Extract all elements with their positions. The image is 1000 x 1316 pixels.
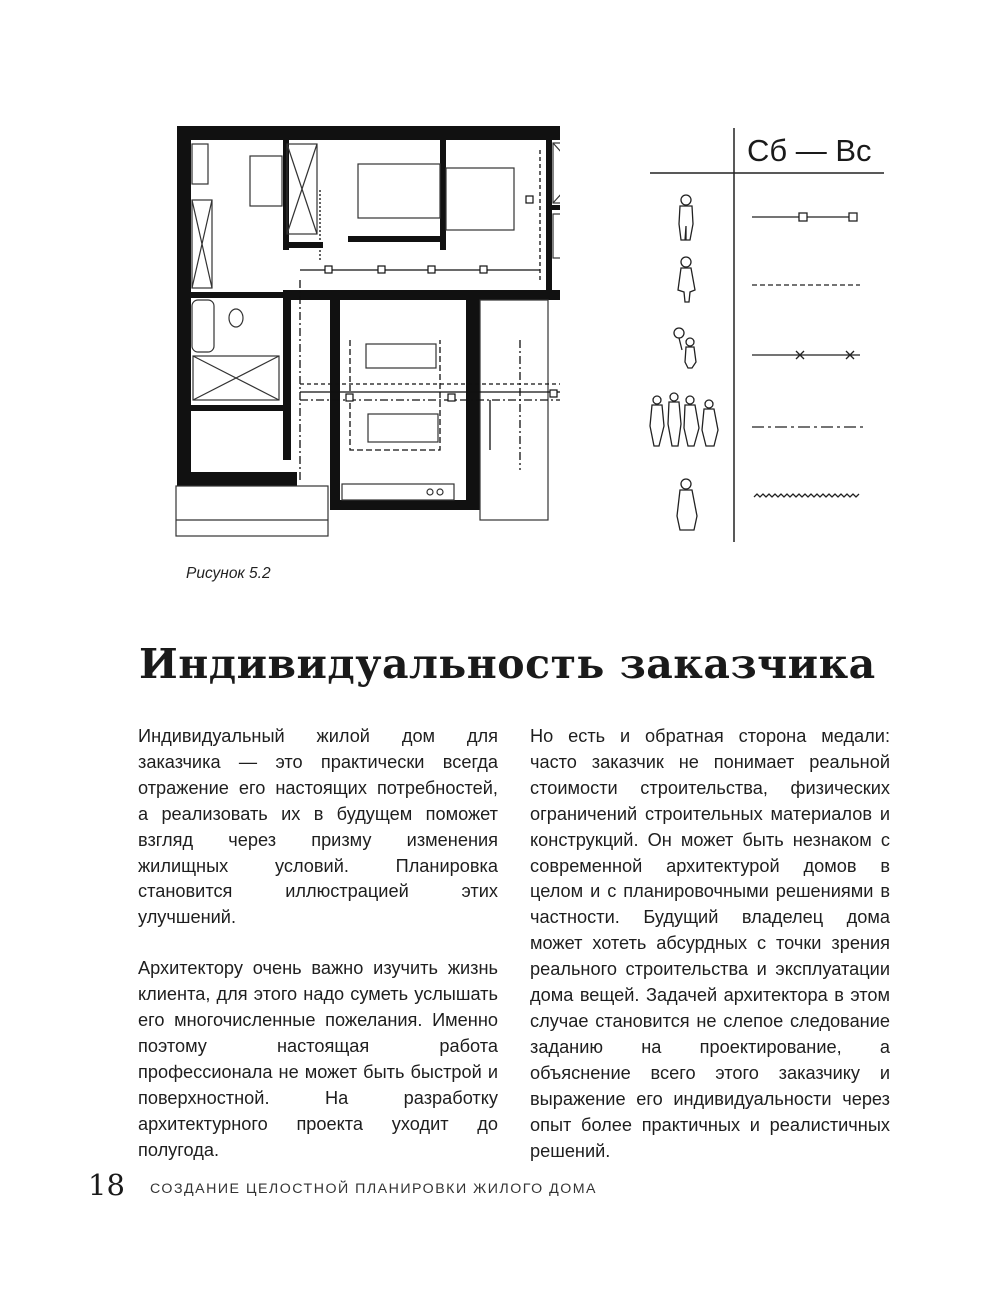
toilet [229, 309, 243, 327]
bed [358, 164, 440, 218]
wall [191, 292, 283, 298]
line-sample-zigzag [754, 494, 859, 497]
wall [330, 290, 480, 300]
sofa [250, 156, 282, 206]
path-line [350, 340, 440, 450]
desk [192, 144, 208, 184]
person-icon [679, 195, 693, 240]
wall [177, 126, 560, 140]
wall [330, 500, 480, 510]
sofa [366, 344, 436, 368]
woman-icon [678, 257, 695, 302]
paragraph: Архитектору очень важно изучить жизнь клиента, для этого надо суметь услышать его многочисленные пожелания. Именно поэтому настоящая работа профессионала не может быть быстрой и поверхностной. На разработку архитектурного проекта уходит до полугода. [138, 958, 498, 1160]
wall [283, 290, 291, 460]
wall [546, 205, 560, 210]
wall [546, 140, 552, 290]
wall [177, 472, 297, 486]
wall [348, 236, 446, 242]
wall [177, 126, 191, 486]
paragraph: Но есть и обратная сторона медали: часто заказчик не понимает реальной стоимости строительства, физических ограничений строительных материалов и конструкций. Он может быть незнаком с современной архитектурой домов в целом и с планировочными решениями в частности. Будущий владелец дома может хотеть абсурдных с точки зрения реального строительства и эксплуатации дома вещей. Задачей архитектора в этом случае становится не слепое следование заданию на проектирование, а объяснение всего этого заказчику и выражение его индивидуальности через опыт более практичных и реалистичных решений. [530, 726, 890, 1161]
wall [283, 242, 323, 248]
figure-caption: Рисунок 5.2 [186, 565, 271, 582]
running-title: СОЗДАНИЕ ЦЕЛОСТНОЙ ПЛАНИРОВКИ ЖИЛОГО ДОМА [150, 1181, 598, 1197]
left-column [138, 724, 498, 1189]
paragraph: Индивидуальный жилой дом для заказчика — это практически всегда отражение его настоящих потребностей, а реализовать их в будущем поможет взгляд через призму изменения жилищных условий. Планировка становится иллюстрацией этих улучшений. [138, 726, 498, 928]
floor-plan-drawing [170, 120, 560, 545]
bathtub [192, 300, 214, 352]
wall [191, 405, 283, 411]
legend-heading: Сб — Вс [747, 133, 872, 168]
wall [440, 140, 446, 250]
right-column [530, 724, 890, 1189]
group-of-people-icon [650, 393, 718, 446]
wardrobe [553, 143, 560, 203]
elderly-woman-icon [677, 479, 697, 530]
parent-with-child-icon [674, 328, 696, 368]
bed [446, 168, 514, 230]
balcony [176, 486, 328, 536]
page-number: 18 [88, 1168, 125, 1202]
section-title: Индивидуальность заказчика [139, 640, 876, 688]
shower [553, 214, 560, 258]
legend-chart [640, 125, 890, 545]
dining-table [368, 414, 438, 442]
